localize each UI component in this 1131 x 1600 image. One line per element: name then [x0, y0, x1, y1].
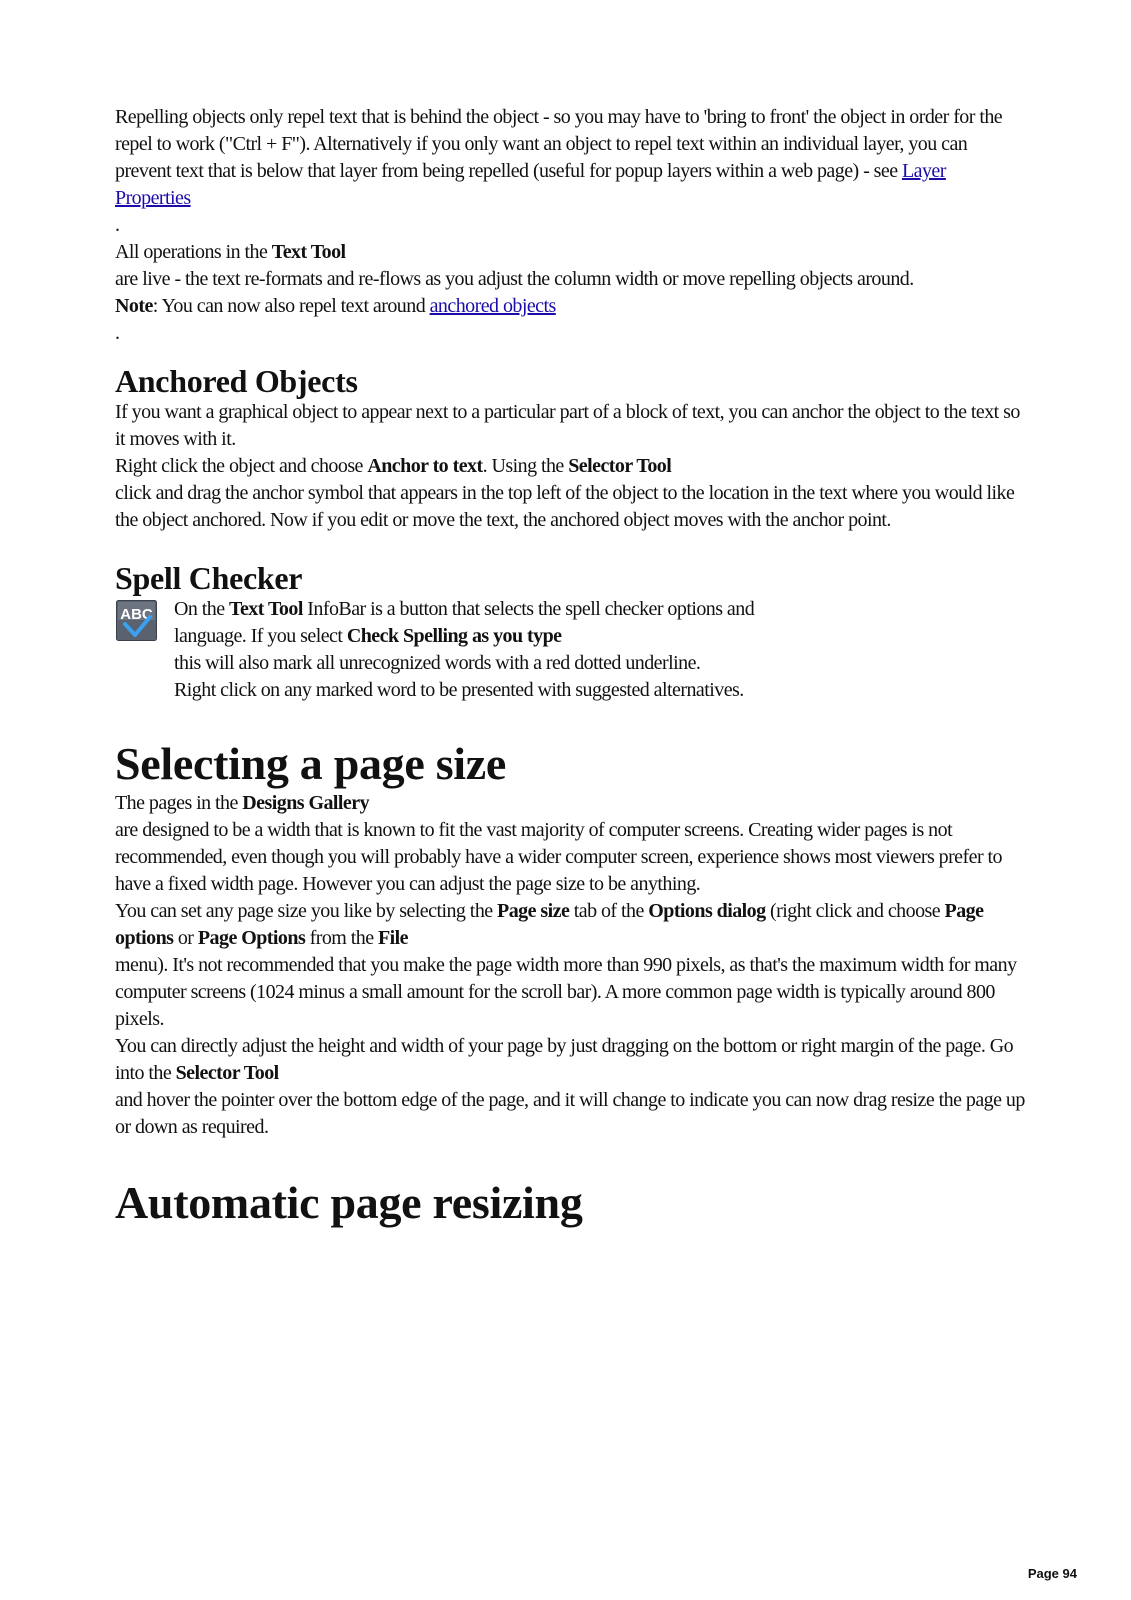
text-tool-line [115, 239, 1025, 266]
repel-text: Repelling objects only repel text that is behind the object - so you may have to 'bring to front' the object in order for the repel to work ("Ctrl + F"). Alternatively if you only want an object to repel text within an individual layer, you can prevent text that is below that layer from being repelled (useful for popup layers within a web page) - see [115, 106, 1003, 182]
anchored-objects-link[interactable]: anchored objects [429, 295, 556, 317]
spell-text: On the [174, 598, 230, 620]
page-content [115, 104, 1025, 1229]
spell-check-icon-label: ABC [120, 606, 153, 623]
anchored-objects-heading: Anchored Objects [115, 363, 358, 399]
selecting-page-size-heading: Selecting a page size [115, 738, 507, 789]
anchored-instruction-text: . Using the [482, 455, 569, 477]
file-menu-label: File [377, 927, 408, 949]
spell-suggestion-paragraph: Right click on any marked word to be presented with suggested alternatives. [174, 679, 744, 701]
designs-gallery-prefix: The pages in the [115, 792, 243, 814]
page-size-text: or [173, 927, 198, 949]
spell-underline-paragraph: this will also mark all unrecognized words with a red dotted underline. [174, 652, 701, 674]
live-operations-paragraph: are live - the text re-formats and re-flows as you adjust the column width or move repelling objects around. [115, 268, 914, 290]
page-size-text: tab of the [569, 900, 649, 922]
spell-checker-heading: Spell Checker [115, 560, 303, 596]
repel-paragraph [115, 104, 1025, 212]
anchored-intro: If you want a graphical object to appear next to a particular part of a block of text, you can anchor the object to the text so it moves with it. [115, 401, 1020, 450]
layer-properties-link[interactable]: Layer Properties [115, 160, 946, 209]
note-line [115, 293, 1025, 320]
page-width-recommendation: menu). It's not recommended that you make the page width more than 990 pixels, as that's the maximum width for many computer screens (1024 minus a small amount for the scroll bar). A more common page width is typically around 800 pixels. [115, 954, 1017, 1030]
note-label: Note [115, 295, 153, 317]
page-options-menu-label: Page Options [197, 927, 306, 949]
designs-gallery-line [115, 790, 1025, 817]
check-spelling-label: Check Spelling as you type [346, 625, 562, 647]
text-tool-prefix: All operations in the [115, 241, 272, 263]
note-text: : You can now also repel text around [152, 295, 430, 317]
spell-checker-paragraph [174, 596, 784, 650]
page-size-tab-label: Page size [497, 900, 570, 922]
page-size-options-paragraph [115, 898, 1025, 952]
anchored-instruction [115, 453, 1025, 480]
page-size-text: You can set any page size you like by selecting the [115, 900, 498, 922]
text-tool-label: Text Tool [271, 241, 346, 263]
selector-tool-label: Selector Tool [175, 1062, 279, 1084]
options-dialog-label: Options dialog [648, 900, 766, 922]
dot-line: . [115, 214, 120, 236]
automatic-page-resizing-heading: Automatic page resizing [115, 1177, 583, 1228]
anchor-to-text-label: Anchor to text [367, 455, 483, 477]
drag-resize-paragraph [115, 1033, 1025, 1087]
selector-tool-label: Selector Tool [568, 455, 672, 477]
drag-resize-text: You can directly adjust the height and width of your page by just dragging on the bottom or right margin of the page. Go into the [115, 1035, 1014, 1084]
designs-gallery-label: Designs Gallery [242, 792, 370, 814]
page-options-label: Page options [115, 900, 984, 949]
page-number: Page 94 [1027, 1566, 1077, 1581]
text-tool-label: Text Tool [229, 598, 303, 620]
spell-text: InfoBar is a button that selects the spell checker options and language. If you select [174, 598, 755, 647]
spell-check-icon [116, 600, 157, 641]
spell-checker-block [115, 596, 1025, 704]
anchored-instruction-text: Right click the object and choose [115, 455, 368, 477]
dot-line: . [115, 322, 120, 344]
hover-pointer-paragraph: and hover the pointer over the bottom edge of the page, and it will change to indicate you can now drag resize the page up or down as required. [115, 1089, 1025, 1138]
page-width-paragraph: are designed to be a width that is known to fit the vast majority of computer screens. Creating wider pages is not recommended, even though you will probably have a wider computer screen, experience shows most viewers prefer to have a fixed width page. However you can adjust the page size to be anything. [115, 819, 1002, 895]
anchored-drag-paragraph: click and drag the anchor symbol that appears in the top left of the object to the location in the text where you would like the object anchored. Now if you edit or move the text, the anchored object moves with the anchor point. [115, 482, 1015, 531]
page-size-text: (right click and choose [765, 900, 945, 922]
page-size-text: from the [305, 927, 378, 949]
